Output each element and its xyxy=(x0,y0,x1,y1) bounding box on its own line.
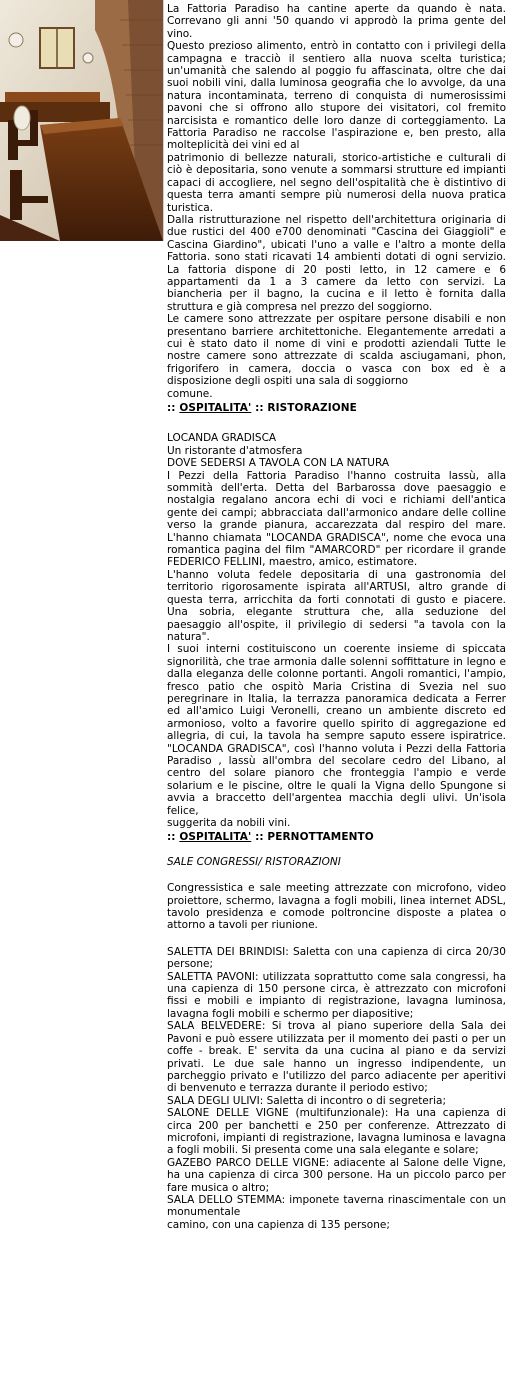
intro-paragraph-2: Questo prezioso alimento, entrò in contatto con i privilegi della campagna e tracciò il sentiero alla nuova scelta turistica; un'umanità che salendo al poggio fu affascinata, oltre che dai suoi nobili vini, dalla luminosa geografia che lo avvolge, da una natura incontaminata, terreno di conquista di numerosissimi pavoni che si offrono allo stupore dei visitatori, col fremito narcisista e romantico delle loro danze di corteggiamento. La Fattoria Paradiso ne raccolse l'aspirazione e, ben presto, alla molteplicità dei vini ed al xyxy=(167,40,506,152)
section-header-pernottamento: :: OSPITALITA' :: PERNOTTAMENTO xyxy=(167,831,374,844)
room-belvedere: SALA BELVEDERE: Si trova al piano superiore della Sala dei Pavoni e può essere utilizzata per il momento dei pasti o per un coffe - break. E' servita da una cucina al piano e da servizi privati. Le due sale hanno un ingresso indipendente, un parcheggio privato e l'utilizzo del parco adiacente per aperitivi di benvenuto e terrazza durante il periodo estivo; xyxy=(167,1020,506,1095)
main-text xyxy=(167,3,506,1231)
intro-paragraph-3: patrimonio di bellezze naturali, storico-artistiche e culturali di ciò è depositaria, sono venute a sommarsi strutture ed impianti capaci di accogliere, nel segno dell'ospitalità che è distintivo di questa terra amanti sempre più numerosi della nuova pratica turistica. xyxy=(167,151,506,214)
congress-title: SALE CONGRESSI/ RISTORAZIONI xyxy=(167,855,341,868)
room-stemma: SALA DELLO STEMMA: imponete taverna rinascimentale con un monumentale xyxy=(167,1193,506,1219)
intro-paragraph-6: comune. xyxy=(167,387,213,400)
room-brindisi: SALETTA DEI BRINDISI: Saletta con una capienza di circa 20/30 persone; xyxy=(167,945,506,971)
restaurant-paragraph-2: L'hanno voluta fedele depositaria di una gastronomia del territorio rigorosamente ispirata all'ARTUSI, altro grande di questa terra, arricchita da forti connotati di gusto e piacere. Una sobria, elegante struttura che, alla seduzione del paesaggio all'ospite, il privilegio di sedersi "a tavola con la natura". xyxy=(167,568,506,643)
restaurant-paragraph-1: I Pezzi della Fattoria Paradiso l'hanno costruita lassù, alla sommità dell'erta. Detta del Barbarossa dove paesaggio e nostalgia regalano ancora echi di voci e richiami dell'antica gente dei campi; abbracciata dall'armonico andare delle colline verso la grande pianura, accarezzata dal respiro del mare. L'hanno chiamata "LOCANDA GRADISCA", nome che evoca una romantica pagina del film "AMARCORD" per ricordare il grande FEDERICO FELLINI, maestro, amico, estimatore. xyxy=(167,469,506,569)
restaurant-name: LOCANDA GRADISCA xyxy=(167,432,277,445)
restaurant-tagline: DOVE SEDERSI A TAVOLA CON LA NATURA xyxy=(167,457,390,470)
section-title: RISTORAZIONE xyxy=(267,402,357,414)
ospitalita-link[interactable]: OSPITALITA' xyxy=(179,402,252,414)
section-title: PERNOTTAMENTO xyxy=(267,831,374,844)
room-vigne: SALONE DELLE VIGNE (multifunzionale): Ha una capienza di circa 200 per banchetti e 250 per conferenze. Attrezzato di microfoni, impianti di registrazione, lavagna luminosa e lavagna a fogli mobili. Si presenta come una sala elegante e solare; xyxy=(167,1107,506,1157)
room-stemma-cont: camino, con una capienza di 135 persone; xyxy=(167,1218,390,1231)
intro-paragraph-5: Le camere sono attrezzate per ospitare persone disabili e non presentano barriere architettoniche. Elegantemente arredati a cui è stato dato il nome di vini e prodotti aziendali Tutte le nostre camere sono attrezzate di scalda asciugamani, phon, frigorifero in camera, doccia o vasca con box ed è a disposizione degli ospiti una sala di soggiorno xyxy=(167,313,506,388)
room-pavoni: SALETTA PAVONI: utilizzata soprattutto come sala congressi, ha una capienza di 150 persone circa, è attrezzato con microfoni fissi e mobili e impianto di registrazione, lavagna luminosa, lavagna fogli mobili e schermo per diapositive; xyxy=(167,970,506,1020)
restaurant-paragraph-4: suggerita da nobili vini. xyxy=(167,817,291,829)
ospitalita-link[interactable]: OSPITALITA' xyxy=(179,831,252,844)
intro-paragraph-1: La Fattoria Paradiso ha cantine aperte da quando è nata. Correvano gli anni '50 quando vi approdò la prima gente del vino. xyxy=(167,3,506,40)
room-ulivi: SALA DEGLI ULIVI: Saletta di incontro o di segreteria; xyxy=(167,1094,446,1107)
section-header-ristorazione: :: OSPITALITA' :: RISTORAZIONE xyxy=(167,402,357,414)
restaurant-paragraph-3: I suoi interni costituiscono un coerente insieme di spiccata signorilità, che trae armonia dalle solenni soffittature in legno e dalla eleganza delle colonne portanti. Angoli romantici, l'ampio, fresco patio che ospitò Maria Cristina di Svezia nel suo peregrinare in Italia, la terrazza panoramica dedicata a Ferrer ed all'amico Luigi Veronelli, creano un ambiente discreto ed armonioso, volto a favorire quello spirito di aggregazione ed allegria, di cui, la tavola ha sempre saputo essere ispiratrice. "LOCANDA GRADISCA", così l'hanno voluta i Pezzi della Fattoria Paradiso , lassù all'ombra del secolare cedro del Libano, al centro del solare pianoro che fronteggia l'ampio e verde solarium e le piscine, oltre le quali la Vigna dello Spungone si avvia a braccetto dell'argentea macchia degli ulivi. Un'isola felice, xyxy=(167,643,506,817)
intro-paragraph-4: Dalla ristrutturazione nel rispetto dell'architettura originaria di due rustici del 400 e700 denominati "Cascina dei Giaggioli" e Cascina Giardino", ubicati l'uno a valle e l'altro a monte della Fattoria. sono stati ricavati 14 ambienti dotati di ogni servizio. La fattoria dispone di 20 posti letto, in 12 camere e 6 appartamenti da 1 a 3 camere da letto con servizi. La biancheria per il bagno, la cucina e il letto è fornita dalla struttura e già compresa nel prezzo del soggiorno. xyxy=(167,213,506,313)
room-gazebo: GAZEBO PARCO DELLE VIGNE: adiacente al Salone delle Vigne, ha una capienza di circa 300 persone. Ha un piccolo parco per fare musica o altro; xyxy=(167,1156,506,1194)
restaurant-photo xyxy=(0,0,164,241)
restaurant-subtitle: Un ristorante d'atmosfera xyxy=(167,444,303,457)
congress-intro: Congressistica e sale meeting attrezzate con microfono, video proiettore, schermo, lavagna a fogli mobili, linea internet ADSL, tavolo presidenza e comode poltroncine disposte a platea o attorno a tavoli per riunione. xyxy=(167,882,506,932)
